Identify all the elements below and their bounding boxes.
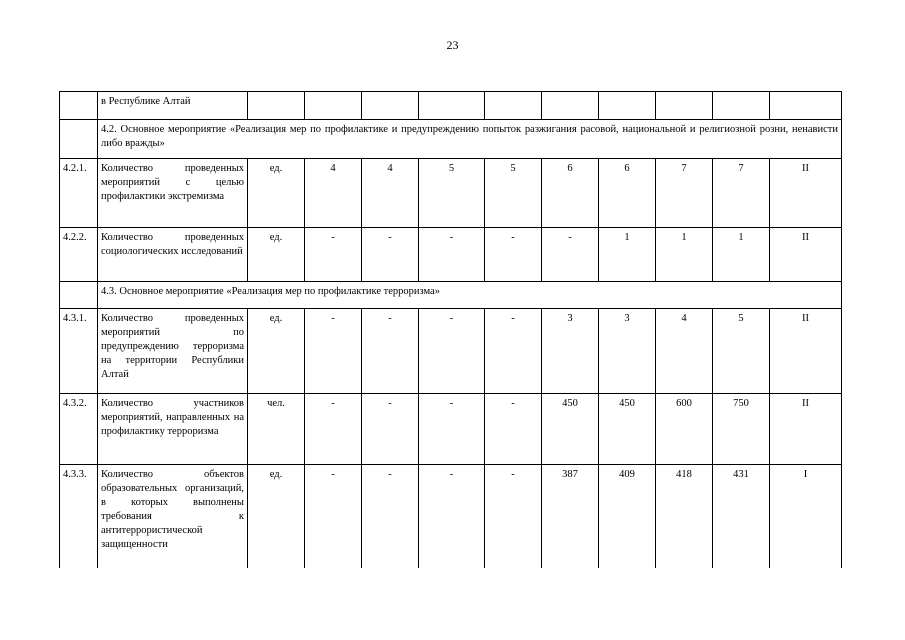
row-unit: ед. — [248, 159, 305, 228]
table-row-section — [60, 120, 842, 159]
row-code: 4.2.1. — [60, 159, 98, 228]
section-title: 4.3. Основное мероприятие «Реализация мер по профилактике терроризма» — [98, 282, 842, 309]
page-number: 23 — [446, 38, 459, 52]
row-category: II — [770, 159, 842, 228]
row-code — [60, 120, 98, 159]
table-row — [60, 228, 842, 282]
row-value: 409 — [599, 465, 656, 568]
row-value: - — [305, 228, 362, 282]
row-category: I — [770, 465, 842, 568]
row-value: 450 — [542, 394, 599, 465]
row-value: - — [485, 228, 542, 282]
row-code: 4.3.1. — [60, 309, 98, 394]
table-row — [60, 159, 842, 228]
row-code — [60, 282, 98, 309]
row-value: - — [305, 394, 362, 465]
row-name: Количество проведенных социологических исследований — [98, 228, 248, 282]
row-value: - — [305, 309, 362, 394]
row-unit: ед. — [248, 309, 305, 394]
indicator-table — [59, 91, 842, 568]
row-value: - — [362, 465, 419, 568]
row-name: Количество участников мероприятий, направленных на профилактику терроризма — [98, 394, 248, 465]
row-value: 3 — [542, 309, 599, 394]
table-row-section — [60, 282, 842, 309]
row-value: 4 — [362, 159, 419, 228]
row-value: 600 — [656, 394, 713, 465]
row-unit: ед. — [248, 465, 305, 568]
row-code: 4.2.2. — [60, 228, 98, 282]
row-value: - — [305, 465, 362, 568]
row-value: 4 — [305, 159, 362, 228]
row-value: - — [362, 394, 419, 465]
row-value: - — [419, 394, 485, 465]
row-value — [485, 92, 542, 120]
row-value: - — [485, 465, 542, 568]
row-value: - — [542, 228, 599, 282]
row-code: 4.3.2. — [60, 394, 98, 465]
row-value: 5 — [485, 159, 542, 228]
row-value: 1 — [713, 228, 770, 282]
row-value: 5 — [419, 159, 485, 228]
row-value: 750 — [713, 394, 770, 465]
row-name: Количество проведенных мероприятий по предупреждению терроризма на территории Республики Алтай — [98, 309, 248, 394]
row-value — [656, 92, 713, 120]
row-value: - — [485, 309, 542, 394]
row-category — [770, 92, 842, 120]
row-value: - — [362, 228, 419, 282]
row-unit — [248, 92, 305, 120]
row-value: 4 — [656, 309, 713, 394]
row-value: 450 — [599, 394, 656, 465]
table-row — [60, 465, 842, 568]
table-row-continuation — [60, 92, 842, 120]
row-value: - — [362, 309, 419, 394]
section-title: 4.2. Основное мероприятие «Реализация мер по профилактике и предупреждению попыток разжигания расовой, национальной и религиозной розни, ненависти либо вражды» — [98, 120, 842, 159]
row-value: - — [419, 309, 485, 394]
row-unit: ед. — [248, 228, 305, 282]
row-category: II — [770, 309, 842, 394]
row-value: - — [419, 228, 485, 282]
row-value — [713, 92, 770, 120]
row-value — [362, 92, 419, 120]
row-value — [305, 92, 362, 120]
row-value: - — [485, 394, 542, 465]
row-value: 1 — [656, 228, 713, 282]
row-value — [599, 92, 656, 120]
row-value — [419, 92, 485, 120]
row-value: 3 — [599, 309, 656, 394]
row-value: 387 — [542, 465, 599, 568]
row-unit: чел. — [248, 394, 305, 465]
row-value: 1 — [599, 228, 656, 282]
row-category: II — [770, 394, 842, 465]
row-name: в Республике Алтай — [98, 92, 248, 120]
row-category: II — [770, 228, 842, 282]
row-code: 4.3.3. — [60, 465, 98, 568]
table-row — [60, 394, 842, 465]
row-value: 7 — [713, 159, 770, 228]
row-value: 7 — [656, 159, 713, 228]
row-value: 418 — [656, 465, 713, 568]
row-value: 431 — [713, 465, 770, 568]
row-value: 6 — [542, 159, 599, 228]
row-name: Количество проведенных мероприятий с целью профилактики экстремизма — [98, 159, 248, 228]
row-value: 6 — [599, 159, 656, 228]
row-value: 5 — [713, 309, 770, 394]
row-value: - — [419, 465, 485, 568]
table-row — [60, 309, 842, 394]
row-code — [60, 92, 98, 120]
row-value — [542, 92, 599, 120]
row-name: Количество объектов образовательных организаций, в которых выполнены требования к антитеррористической защищенности — [98, 465, 248, 568]
